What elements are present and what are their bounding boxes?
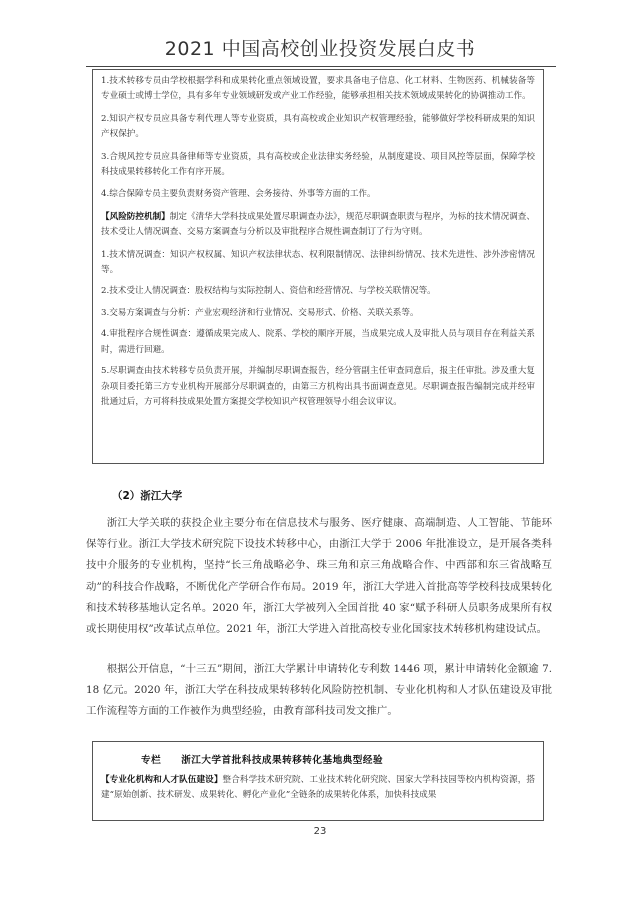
header-rule xyxy=(86,66,556,67)
tsinghua-mechanism-box xyxy=(92,69,544,464)
body-paragraph-2: 根据公开信息，“十三五”期间，浙江大学累计申请转化专利数 1446 项，累计申请转化金额逾 7.18 亿元。2020 年，浙江大学在科技成果转移转化风险防控机制、专业化机构和人才队伍建设及审批工作流程等方面的工作被作为典型经验，由教育部科技司发文推广。 xyxy=(86,663,552,718)
staff-item-1: 1.技术转移专员由学校根据学科和成果转化重点领域设置，要求具备电子信息、化工材料、生物医药、机械装备等专业硕士或博士学位，具有多年专业领域研发或产业工作经验，能够承担相关技术领域成果转化的协调推动工作。 xyxy=(101,76,535,102)
sidebar-title: 浙江大学首批科技成果转移转化基地典型经验 xyxy=(181,755,384,766)
risk-control-intro xyxy=(101,210,535,241)
sidebar-item xyxy=(101,773,535,804)
risk-item-4: 4.审批程序合规性调查：遵循成果完成人、院系、学校的顺序开展，当成果完成人及审批人员与项目存在利益关系时，需进行回避。 xyxy=(101,329,535,355)
risk-item-3: 3.交易方案调查与分析：产业宏观经济和行业情况、交易形式、价格、关联关系等。 xyxy=(101,307,419,318)
staff-item-2: 2.知识产权专员应具备专利代理人等专业资质，具有高校或企业知识产权管理经验，能够做好学校科研成果的知识产权保护。 xyxy=(101,113,535,140)
risk-control-heading: 【风险防控机制】 xyxy=(101,211,170,222)
staff-item-3: 3.合规风控专员应具备律师等专业资质，具有高校或企业法律实务经验，从制度建设、项目风控等层面，保障学校科技成果转移转化工作有序开展。 xyxy=(101,151,535,178)
risk-item-5: 5.尽职调查由技术转移专员负责开展，并编制尽职调查报告，经分管副主任审查同意后，报主任审批。涉及重大复杂项目委托第三方专业机构开展部分尽职调查的，由第三方机构出具书面调查意见。尽职调查报告编制完成并经审批通过后，方可将科技成果处置方案提交学校知识产权管理领导小组会议审议。 xyxy=(101,366,535,407)
risk-item-1: 1.技术情况调查：知识产权权属、知识产权法律状态、权利限制情况、法律纠纷情况、技术先进性、涉外涉密情况等。 xyxy=(101,249,535,276)
zju-sidebar-box xyxy=(92,741,544,821)
sidebar-label: 专栏 xyxy=(141,755,162,766)
body-paragraph-1: 浙江大学关联的获投企业主要分布在信息技术与服务、医疗健康、高端制造、人工智能、节能环保等行业。浙江大学技术研究院下设技术转移中心，由浙江大学于 2006 年批准设立，是开展各类科技中介服务的专业机构，坚持“长三角战略必争、珠三角和京三角战略合作、中西部和东三省战略互动”的科技合作战略，不断优化产学研合作布局。2019 年，浙江大学进入首批高等学校科技成果转化和技术转移基地认定名单。2020 年，浙江大学被列入全国首批 40 家“赋予科研人员职务成果所有权或长期使用权”改革试点单位。2021 年，浙江大学进入首批高校专业化国家技术转移机构建设试点。 xyxy=(86,517,552,636)
page-number: 23 xyxy=(313,826,327,837)
sidebar-item-body: 整合科学技术研究院、工业技术转化研究院、国家大学科技园等校内机构资源，搭建“原始创新、技术研发、成果转化、孵化产业化”全链条的成果转化体系，加快科技成果 xyxy=(101,775,535,801)
risk-item-2: 2.技术受让人情况调查：股权结构与实际控制人、资信和经营情况、与学校关联情况等。 xyxy=(101,286,436,297)
sidebar-title-row xyxy=(141,752,535,766)
staff-item-4: 4.综合保障专员主要负责财务资产管理、会务接待、外事等方面的工作。 xyxy=(101,189,376,200)
running-header: 2021 中国高校创业投资发展白皮书 xyxy=(164,38,476,60)
sidebar-item-heading: 【专业化机构和人才队伍建设】 xyxy=(101,775,223,785)
risk-control-body: 制定《清华大学科技成果处置尽职调查办法》，规范尽职调查职责与程序，为标的技术情况调查、技术受让人情况调查、交易方案调查与分析以及审批程序合规性调查制订了行为守则。 xyxy=(101,211,535,238)
section-heading: （2）浙江大学 xyxy=(112,490,183,502)
